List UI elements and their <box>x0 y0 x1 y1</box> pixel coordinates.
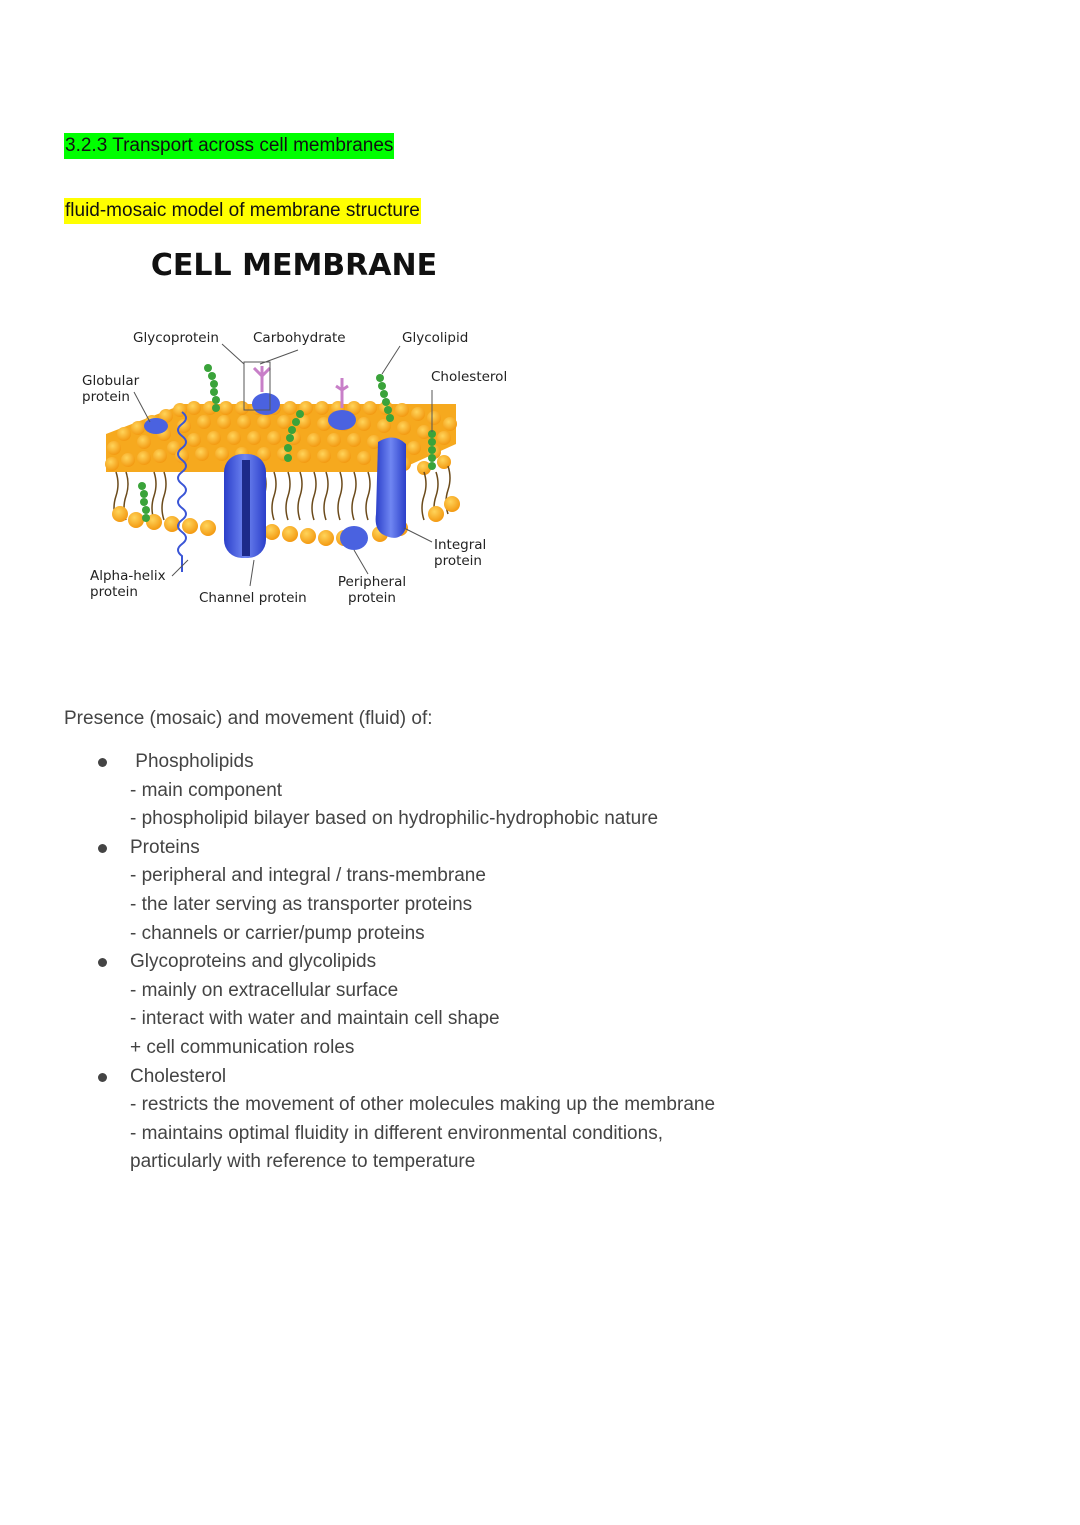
list-item-detail: - peripheral and integral / trans-membrane <box>130 865 486 887</box>
label-globular-line1: Globular <box>82 373 140 389</box>
globular-protein-shape <box>144 418 168 434</box>
list-item-detail: - mainly on extracellular surface <box>130 979 399 1001</box>
section-heading: 3.2.3 Transport across cell membranes <box>64 133 394 159</box>
bullet-list <box>0 748 1080 1177</box>
integral-protein-shape <box>376 437 406 537</box>
list-item-detail: particularly with reference to temperature <box>130 1151 476 1173</box>
intro-text: Presence (mosaic) and movement (fluid) of: <box>64 708 433 729</box>
label-integral-line2: protein <box>434 553 482 569</box>
label-carbohydrate: Carbohydrate <box>253 330 346 346</box>
list-item-heading: Phospholipids <box>130 751 254 772</box>
list-item <box>0 948 1080 977</box>
list-item-detail: - interact with water and maintain cell shape <box>130 1008 500 1030</box>
label-alpha-helix-line1: Alpha-helix <box>90 568 166 584</box>
list-item-heading: Proteins <box>130 836 200 858</box>
subheading: fluid-mosaic model of membrane structure <box>64 198 421 224</box>
bullet-icon <box>98 844 107 853</box>
list-item <box>0 1063 1080 1092</box>
cell-membrane-figure <box>64 242 534 622</box>
list-item-detail: - the later serving as transporter proteins <box>130 893 473 915</box>
label-cholesterol: Cholesterol <box>431 369 508 385</box>
label-peripheral-line1: Peripheral <box>337 574 407 590</box>
bullet-icon <box>98 1073 107 1082</box>
label-channel-protein: Channel protein <box>199 590 307 606</box>
list-item-detail: + cell communication roles <box>130 1036 355 1058</box>
label-glycoprotein: Glycoprotein <box>133 330 219 346</box>
list-item-detail: - phospholipid bilayer based on hydrophilic-hydrophobic nature <box>130 808 659 830</box>
list-item-heading: Cholesterol <box>130 1065 227 1087</box>
label-integral-line1: Integral <box>434 537 487 553</box>
list-item <box>0 834 1080 863</box>
list-item-detail: - restricts the movement of other molecules making up the membrane <box>130 1094 716 1116</box>
list-item <box>0 748 1080 777</box>
peripheral-protein-shape <box>340 526 368 550</box>
list-item-detail: - maintains optimal fluidity in different environmental conditions, <box>130 1122 663 1144</box>
list-item-detail: - channels or carrier/pump proteins <box>130 922 425 944</box>
bullet-icon <box>98 758 107 767</box>
label-globular-line2: protein <box>82 389 130 405</box>
list-item-heading: Glycoproteins and glycolipids <box>130 951 377 973</box>
figure-title: CELL MEMBRANE <box>150 248 438 283</box>
label-alpha-helix-line2: protein <box>90 584 138 600</box>
bullet-icon <box>98 958 107 967</box>
list-item-detail: - main component <box>130 779 283 801</box>
label-glycolipid: Glycolipid <box>402 330 469 346</box>
label-peripheral-line2: protein <box>348 590 396 606</box>
